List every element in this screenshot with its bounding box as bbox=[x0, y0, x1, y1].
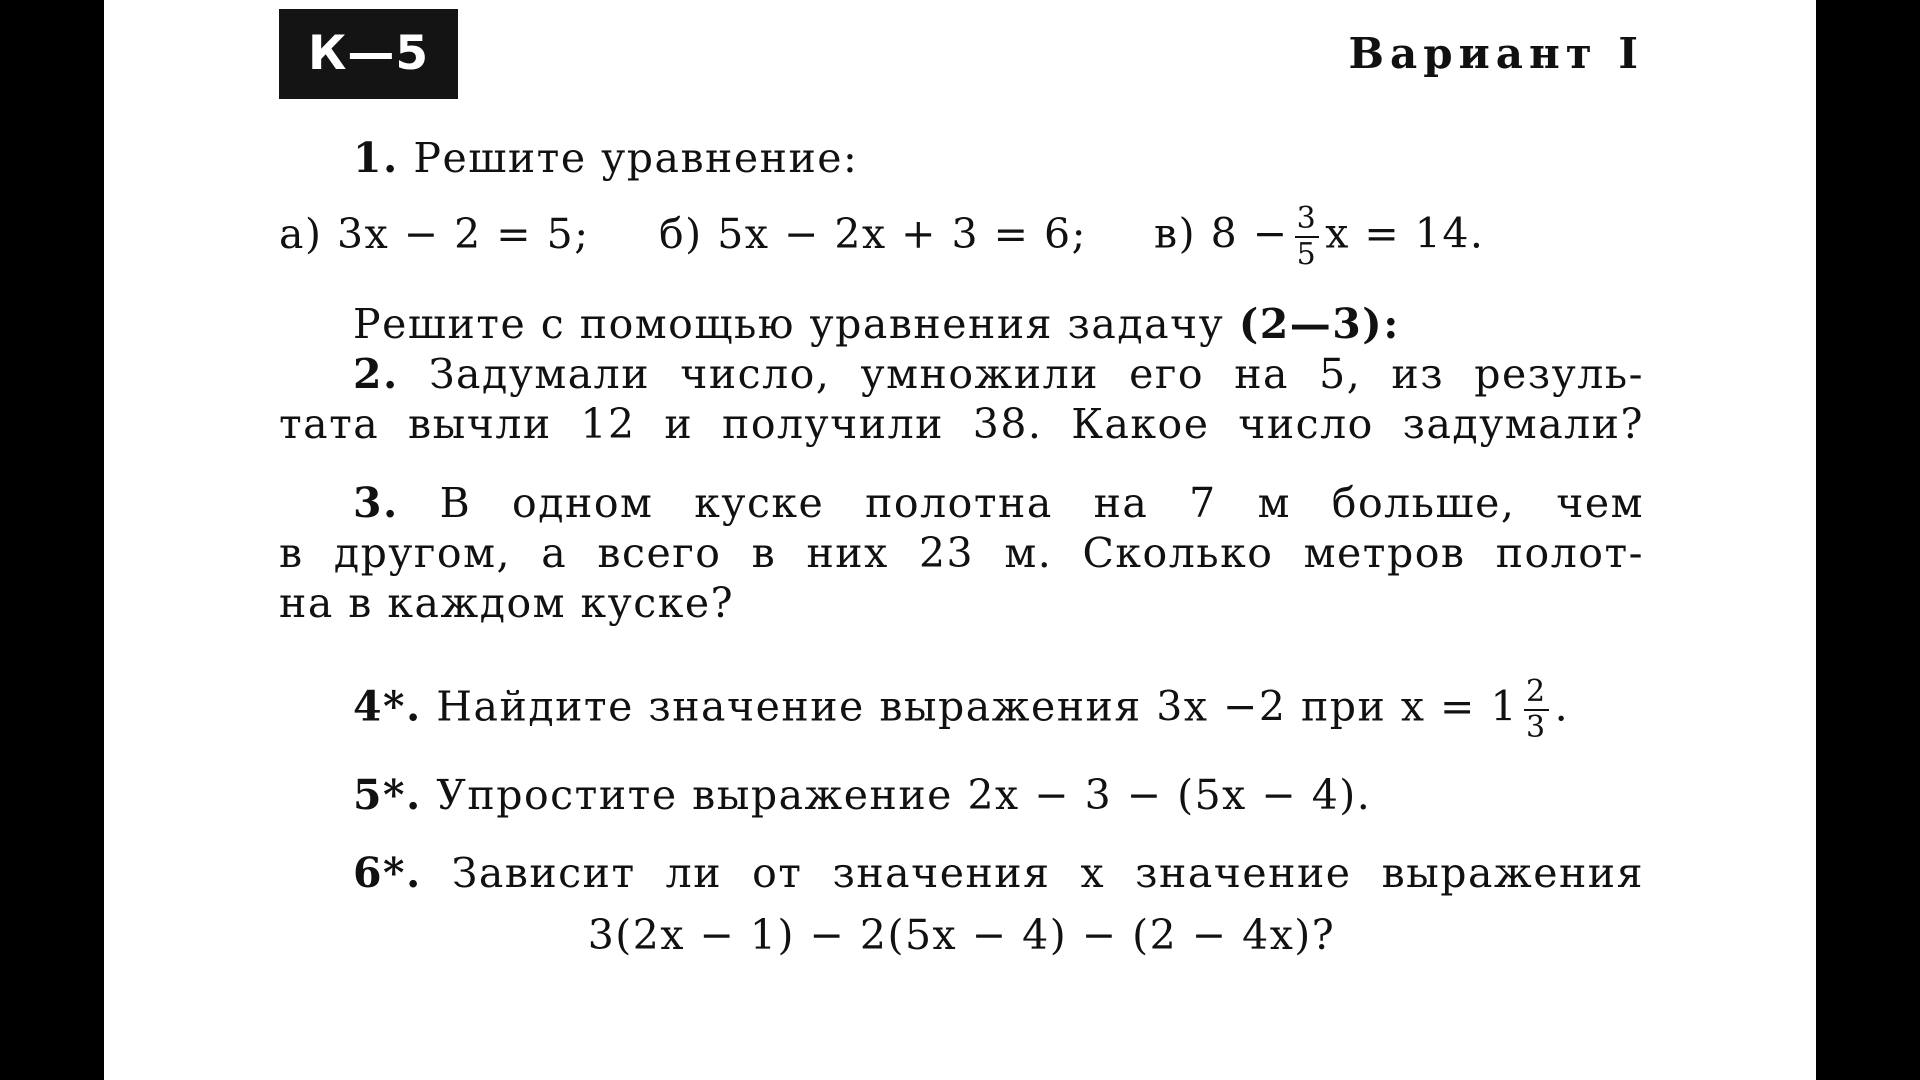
option-label: в) bbox=[1154, 209, 1197, 258]
task2-line1 bbox=[353, 349, 1644, 399]
fraction bbox=[1295, 202, 1320, 272]
task-text: Найдите значение выражения 3x −2 при x = 1 bbox=[436, 682, 1519, 731]
task-number: 1. bbox=[353, 134, 399, 182]
fraction-denominator: 3 bbox=[1526, 710, 1547, 745]
equation: 3x − 2 = 5; bbox=[337, 209, 590, 258]
fraction-numerator: 3 bbox=[1296, 201, 1318, 236]
task-number: 6*. bbox=[353, 849, 422, 897]
worksheet-page bbox=[104, 0, 1816, 1080]
task-number: 5*. bbox=[353, 771, 422, 819]
fraction-denominator: 5 bbox=[1296, 237, 1318, 272]
equation-b bbox=[659, 209, 1154, 259]
task2-line2: тата вычли 12 и получили 38. Какое число задумали? bbox=[279, 400, 1644, 448]
task-text: Упростите выражение 2x − 3 − (5x − 4). bbox=[436, 771, 1372, 819]
equation-pre: 8 − bbox=[1210, 209, 1289, 258]
equation: 5x − 2x + 3 = 6; bbox=[717, 209, 1087, 258]
equation-post: x = 14. bbox=[1325, 209, 1485, 258]
task-number: 2. bbox=[353, 350, 399, 398]
option-label: а) bbox=[279, 209, 323, 258]
task3-line2: в другом, а всего в них 23 м. Сколько метров полот- bbox=[279, 529, 1644, 577]
task-text: В одном куске полотна на 7 м больше, чем bbox=[439, 479, 1644, 527]
instruction-range: (2—3): bbox=[1238, 300, 1400, 348]
fraction-numerator: 2 bbox=[1526, 674, 1547, 709]
task-text: Зависит ли от значения x значение выражения bbox=[451, 849, 1644, 897]
task-text: Задумали число, умножили его на 5, из резуль- bbox=[428, 350, 1644, 398]
task3-line3: на в каждом куске? bbox=[279, 579, 735, 627]
task1-heading bbox=[353, 133, 1644, 183]
instruction-text: Решите с помощью уравнения задачу bbox=[353, 300, 1225, 348]
task-number: 3. bbox=[353, 479, 399, 527]
fraction bbox=[1524, 675, 1549, 745]
instruction bbox=[353, 299, 1644, 349]
task6-expression: 3(2x − 1) − 2(5x − 4) − (2 − 4x)? bbox=[587, 911, 1336, 959]
variant-label: Вариант I bbox=[1348, 29, 1644, 78]
equation-c bbox=[1154, 202, 1484, 272]
task5 bbox=[353, 770, 1644, 820]
task3-line1 bbox=[353, 478, 1644, 528]
equation-a bbox=[279, 209, 659, 259]
task6-line1 bbox=[353, 848, 1644, 898]
test-badge: К—5 bbox=[279, 9, 458, 99]
task-end: . bbox=[1554, 682, 1570, 731]
option-label: б) bbox=[659, 209, 703, 258]
task1-equations bbox=[279, 202, 1644, 272]
task-text: Решите уравнение: bbox=[413, 134, 859, 182]
task4 bbox=[353, 675, 1644, 745]
task-number: 4*. bbox=[353, 682, 422, 731]
